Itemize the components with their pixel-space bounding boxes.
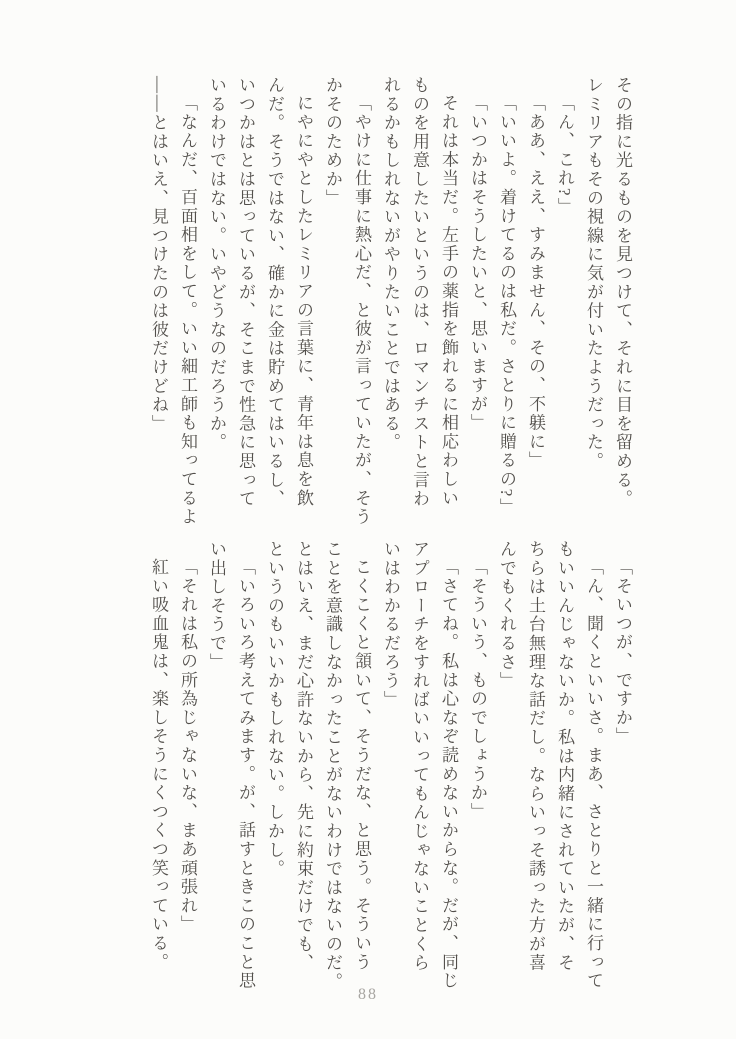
text-line: 「ん、これ?」 xyxy=(555,93,574,216)
text-line: いつかはとは思っているが、そこまで性急に思って xyxy=(236,76,255,509)
text-line: 「いいよ。着けてるのは私だ。さとりに贈るの?」 xyxy=(497,93,516,517)
text-line: 「なんだ、百面相をして。いい細工師も知ってるよ xyxy=(178,93,197,527)
text-line: とはいえ、まだ心許ないから、先に約束だけでも、 xyxy=(294,540,313,973)
text-line: にやにやとしたレミリアの言葉に、青年は息を飲 xyxy=(294,93,313,508)
text-line: もいいんじゃないか。私は内緒にされていたが、そ xyxy=(555,540,574,973)
text-line: ことを意識しなかったことがないわけではないのだ。 xyxy=(323,540,342,992)
text-block-top xyxy=(144,76,637,531)
text-line: レミリアもその視線に気が付いたようだった。 xyxy=(584,76,603,471)
text-line: それは本当だ。左手の薬指を飾れるに相応わしい xyxy=(439,93,458,508)
page-number: 88 xyxy=(358,986,378,1003)
text-line: かそのためか」 xyxy=(323,76,342,208)
text-line: 「それは私の所為じゃないな、まあ頑張れ」 xyxy=(178,557,197,934)
text-block-bottom xyxy=(144,540,637,995)
text-line: 「やけに仕事に熱心だ、と彼が言っていたが、そう xyxy=(352,93,371,527)
text-line: 「そいつが、ですか」 xyxy=(613,557,632,746)
text-line: れるかもしれないがやりたいことではある。 xyxy=(381,76,400,452)
text-line: 「ああ、ええ、すみません、その、不躾に」 xyxy=(526,93,545,470)
text-line: こくこくと頷いて、そうだな、と思う。そういう xyxy=(352,557,371,972)
text-line: ものを用意したいというのは、ロマンチストと言わ xyxy=(410,76,429,509)
text-line: いはわかるだろう」 xyxy=(381,540,400,710)
text-line: 「ん、聞くといいさ。まあ、さとりと一緒に行って xyxy=(584,557,603,991)
text-line: 「さてね。私は心なぞ読めないからな。だが、同じ xyxy=(439,557,458,991)
text-line: んでもくれるさ」 xyxy=(497,540,516,691)
text-line: 「そういう、ものでしょうか」 xyxy=(468,557,487,822)
text-line: ちらは土台無理な話だし。ならいっそ誘った方が喜 xyxy=(526,540,545,973)
text-line: その指に光るものを見つけて、それに目を留める。 xyxy=(613,76,632,509)
text-line: 紅い吸血鬼は、楽しそうにくつくつ笑っている。 xyxy=(149,557,168,972)
text-line: 「いろいろ考えてみます。が、話すときこのこと思 xyxy=(236,557,255,991)
text-line: んだ。そうではない、確かに金は貯めてはいるし、 xyxy=(265,76,284,509)
text-line: 「いつかはそうしたいと、思いますが」 xyxy=(468,93,487,433)
text-line: というのもいいかもしれない。しかし。 xyxy=(265,540,284,879)
text-line: アプローチをすればいいってもんじゃないことくら xyxy=(410,540,429,973)
text-line: いるわけではない。いやどうなのだろうか。 xyxy=(207,76,226,452)
text-line: ――とはいえ、見つけたのは彼だけどね」 xyxy=(149,76,168,434)
text-line: い出しそうで」 xyxy=(207,540,226,672)
